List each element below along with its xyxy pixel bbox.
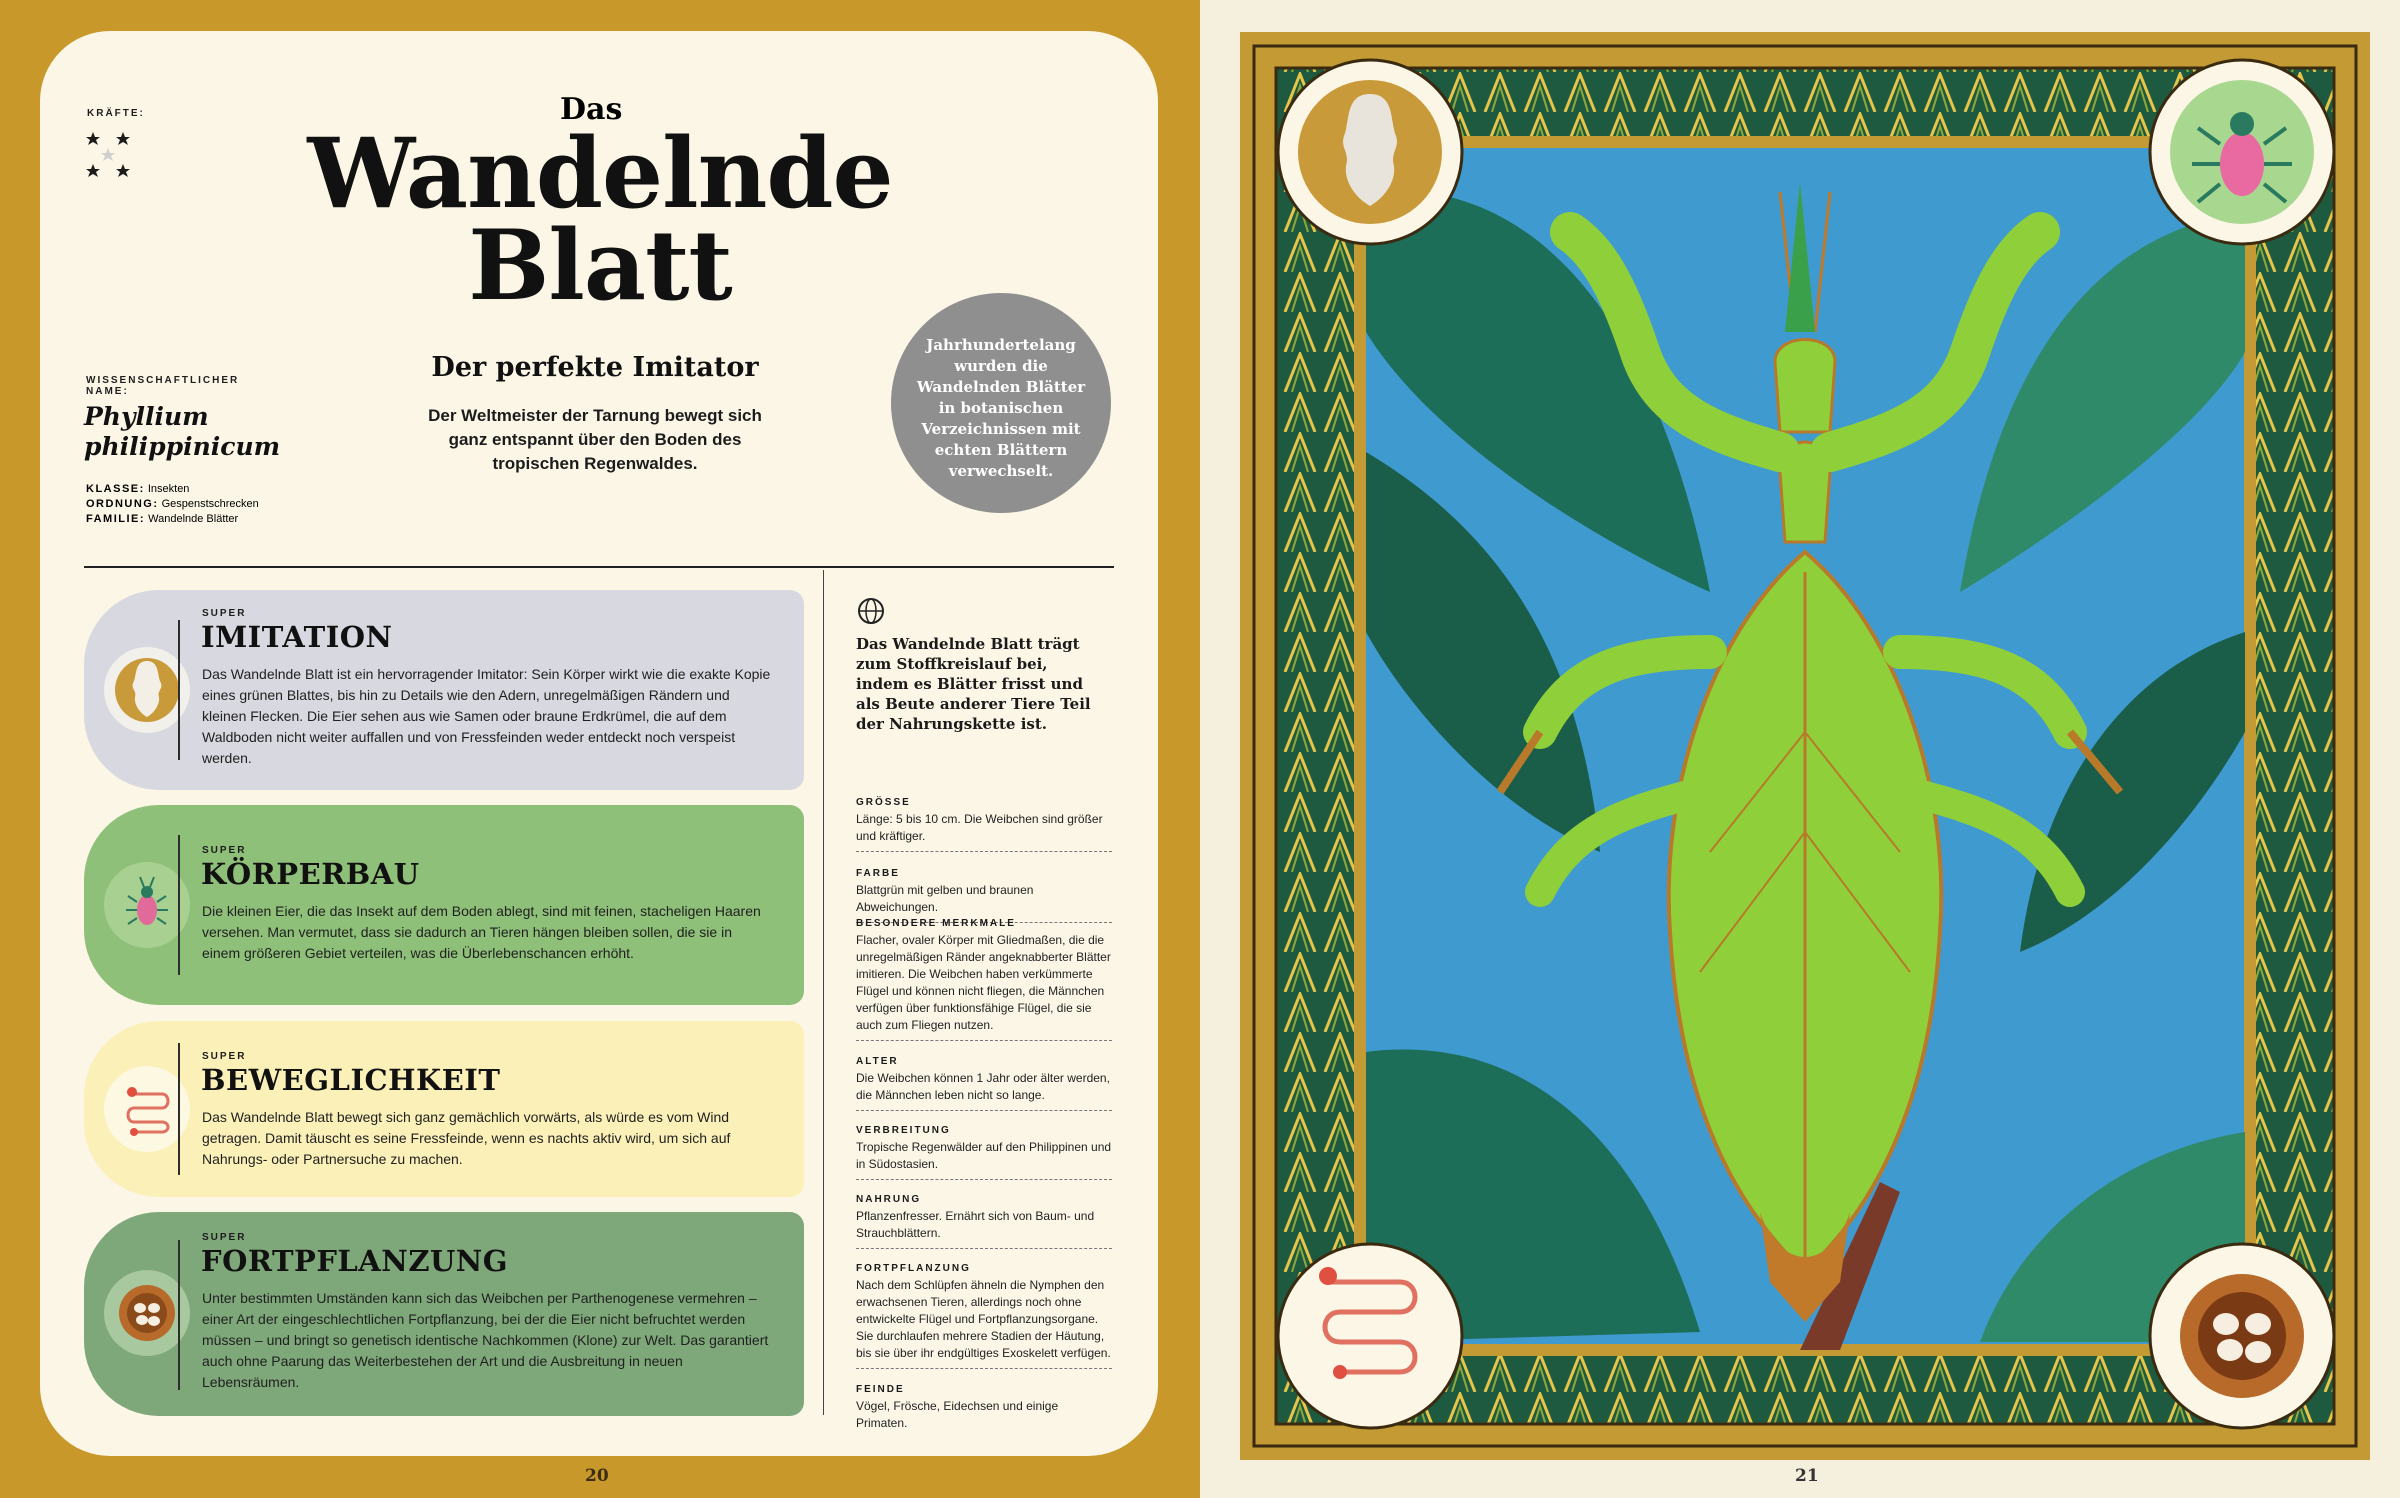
fact-label: FEINDE [856,1384,905,1395]
page-title [250,117,950,322]
super-imitation-panel [84,590,804,790]
panel-super-label: SUPER [202,608,247,619]
power-stars-icon [83,128,143,188]
panel-heading: BEWEGLICHKEIT [201,1063,501,1097]
fact-value: Flacher, ovaler Körper mit Gliedmaßen, die die unregelmäßigen Ränder angeknabberter Blätter imitieren. Die Weibchen haben verkümmerte Flügel und können nicht fliegen, die Männchen verfügen über funktionsfähige Flügel, die sie auch zum Fliegen nutzen. [856,933,1111,1032]
fact-label: BESONDERE MERKMALE [856,918,1016,929]
subtitle: Der perfekte Imitator [431,352,759,383]
panel-text: Das Wandelnde Blatt ist ein hervorragender Imitator: Sein Körper wirkt wie die exakte Kopie eines grünen Blattes, bis hin zu Details wie den Adern, unregelmäßigen Rändern und kleinen Flecken. Die Eier sehen aus wie Samen oder braune Erdkrümel, die auf dem Waldboden nicht weiter auffallen und von Fressfeinden weder entdeckt noch verspeist werden. [202,666,771,766]
powers-label: KRÄFTE: [87,108,145,119]
title-prefix: Das [560,92,623,127]
panel-super-label: SUPER [202,1232,247,1243]
fact-label: NAHRUNG [856,1194,922,1205]
taxonomy-row: KLASSE: Insekten [86,483,190,495]
beetle-icon [2150,60,2334,244]
panel-heading: KÖRPERBAU [201,857,420,891]
right-page [1200,0,2400,1498]
nest-icon [2150,1244,2334,1428]
fact-label: ALTER [856,1056,899,1067]
fact-age [856,1056,1112,1111]
scientific-label-line-2: NAME: [86,386,129,397]
super-fortpflanzung-panel [84,1212,804,1416]
panel-super-label: SUPER [202,845,247,856]
leaf-insect-illustration [1240,32,2370,1460]
fact-reproduction [856,1263,1112,1369]
panel-divider [178,1240,180,1390]
panel-heading: IMITATION [201,620,393,654]
ecosystem-note: Das Wandelnde Blatt trägt zum Stoffkreislauf bei, indem es Blätter frisst und als Beute anderer Tiere Teil der Nahrungskette ist. [856,635,1091,733]
page-number: 21 [1795,1466,1819,1486]
scientific-name-genus: Phyllium [84,402,209,431]
taxonomy-row: FAMILIE: Wandelnde Blätter [86,513,239,525]
fact-size [856,797,1112,852]
fact-distribution [856,1125,1112,1180]
fact-value: Länge: 5 bis 10 cm. Die Weibchen sind größer und kräftiger. [856,812,1103,843]
panel-divider [178,835,180,975]
fact-value: Blattgrün mit gelben und braunen Abweichungen. [856,883,1034,914]
fact-color [856,868,1112,923]
super-koerperbau-panel [84,805,804,1005]
scientific-label-line-1: WISSENSCHAFTLICHER [86,375,240,386]
panel-text: Unter bestimmten Umständen kann sich das Weibchen per Parthenogenese vermehren – einer Art der eingeschlechtlichen Fortpflanzung, bei der die Eier nicht befruchtet werden müssen – und bringt so genetisch identische Nachkommen (Klone) zur Welt. Das garantiert auch ohne Paarung das Weiterbestehen der Art und die Ausbreitung in neuen Lebensräumen. [202,1290,769,1390]
scientific-name-label [86,375,239,397]
taxonomy [86,482,259,527]
panel-super-label: SUPER [202,1051,247,1062]
fact-enemies [856,1384,1112,1438]
fact-label: GRÖSSE [856,797,911,808]
page-number: 20 [585,1466,609,1486]
route-icon [1278,1244,1462,1428]
scientific-name [84,402,304,462]
fact-value: Nach dem Schlüpfen ähneln die Nymphen den erwachsenen Tieren, allerdings noch ohne entwickelte Flügel und Fortpflanzungsorgane. Sie durchlaufen mehrere Stadien der Häutung, bis sie über ihr endgültiges Exoskelett verfügen. [856,1278,1111,1360]
panel-text: Das Wandelnde Blatt bewegt sich ganz gemächlich vorwärts, als würde es vom Wind getragen. Damit täuscht es seine Fressfeinde, wenn es nachts aktiv wird, um sich auf Nahrungs- oder Partnersuche zu machen. [202,1109,731,1167]
fact-value: Die Weibchen können 1 Jahr oder älter werden, die Männchen leben nicht so lange. [856,1071,1110,1102]
fact-value: Vögel, Frösche, Eidechsen und einige Primaten. [856,1399,1059,1430]
fact-features [856,918,1112,1041]
globe-icon [856,596,886,626]
fact-value: Tropische Regenwälder auf den Philippinen und in Südostasien. [856,1140,1112,1171]
fact-food [856,1194,1112,1249]
panel-heading: FORTPFLANZUNG [201,1244,509,1278]
fact-label: FARBE [856,868,900,879]
panel-divider [178,1043,180,1175]
scientific-name-species: philippinicum [84,432,281,461]
title-line-2: Blatt [468,209,732,322]
horizontal-divider [84,566,1114,568]
taxonomy-row: ORDNUNG: Gespenstschrecken [86,498,259,510]
intro-text: Der Weltmeister der Tarnung bewegt sich ganz entspannt über den Boden des tropischen Regenwaldes. [428,406,762,473]
super-beweglichkeit-panel [84,1021,804,1197]
panel-text: Die kleinen Eier, die das Insekt auf dem Boden ablegt, sind mit feinen, stacheligen Haaren versehen. Man vermutet, dass sie dadurch an Tieren hängen bleiben sollen, die sie in einem größeren Gebiet verteilen, was die Überlebenschancen erhöht. [202,903,761,961]
stamp-text: Jahrhundertelang wurden die Wandelnden Blätter in botanischen Verzeichnissen mit echten Blättern verwechselt. [916,336,1086,480]
fact-value: Pflanzenfresser. Ernährt sich von Baum- und Strauchblättern. [856,1209,1095,1240]
vertical-divider [823,570,824,1415]
fact-label: VERBREITUNG [856,1125,951,1136]
title-line-1: Wandelnde [307,117,893,230]
fact-label: FORTPFLANZUNG [856,1263,971,1274]
faces-icon [1278,60,1462,244]
panel-divider [178,620,180,760]
